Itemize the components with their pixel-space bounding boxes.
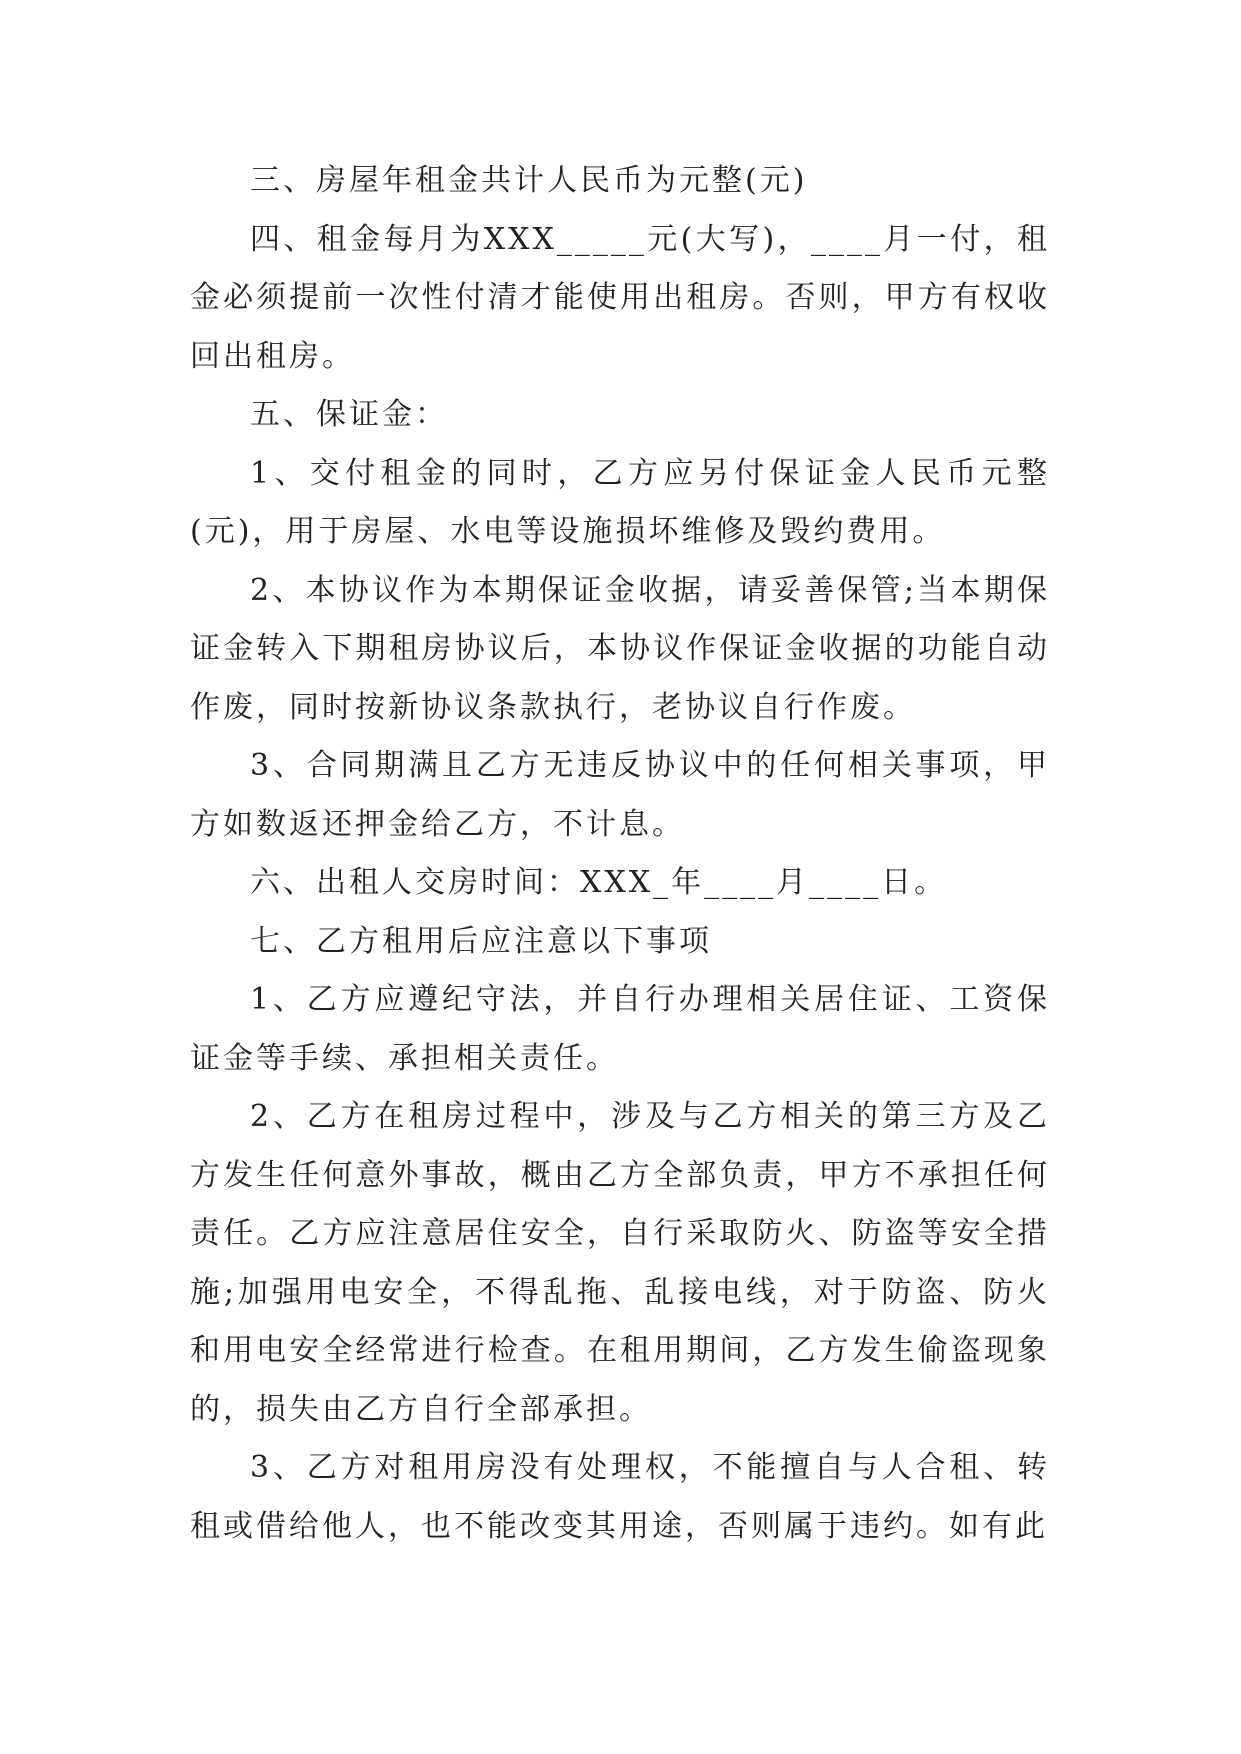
paragraph-rent-annual: 三、房屋年租金共计人民币为元整(元) xyxy=(250,163,808,198)
paragraph-deposit-item-2: 2、本协议作为本期保证金收据，请妥善保管;当本期保证金转入下期租房协议后，本协议作保证金收据的功能自动作废，同时按新协议条款执行，老协议自行作废。 xyxy=(190,572,1050,725)
paragraph-rent-monthly: 四、租金每月为XXX_____元(大写)，____月一付，租金必须提前一次性付清才能使用出租房。否则，甲方有权收回出租房。 xyxy=(190,221,1050,374)
paragraph-deposit-item-3: 3、合同期满且乙方无违反协议中的任何相关事项，甲方如数返还押金给乙方，不计息。 xyxy=(190,748,1050,842)
paragraph-notes-heading: 七、乙方租用后应注意以下事项 xyxy=(250,923,712,959)
paragraph-notes-item-2: 2、乙方在租房过程中，涉及与乙方相关的第三方及乙方发生任何意外事故，概由乙方全部负责，甲方不承担任何责任。乙方应注意居住安全，自行采取防火、防盗等安全措施;加强用电安全，不得乱拖、乱接电线，对于防盗、防火和用电安全经常进行检查。在租用期间，乙方发生偷盗现象的，损失由乙方自行全部承担。 xyxy=(190,1099,1050,1427)
paragraph-deposit-item-1: 1、交付租金的同时，乙方应另付保证金人民币元整(元)，用于房屋、水电等设施损坏维修及毁约费用。 xyxy=(190,455,1050,549)
paragraph-handover-time: 六、出租人交房时间：XXX_年____月____日。 xyxy=(250,865,948,900)
paragraph-notes-item-1: 1、乙方应遵纪守法，并自行办理相关居住证、工资保证金等手续、承担相关责任。 xyxy=(190,982,1050,1076)
paragraph-deposit-heading: 五、保证金： xyxy=(250,397,448,432)
paragraph-notes-item-3: 3、乙方对租用房没有处理权，不能擅自与人合租、转租或借给他人，也不能改变其用途，否则属于违约。如有此 xyxy=(190,1450,1050,1544)
contract-body xyxy=(190,152,1050,1556)
